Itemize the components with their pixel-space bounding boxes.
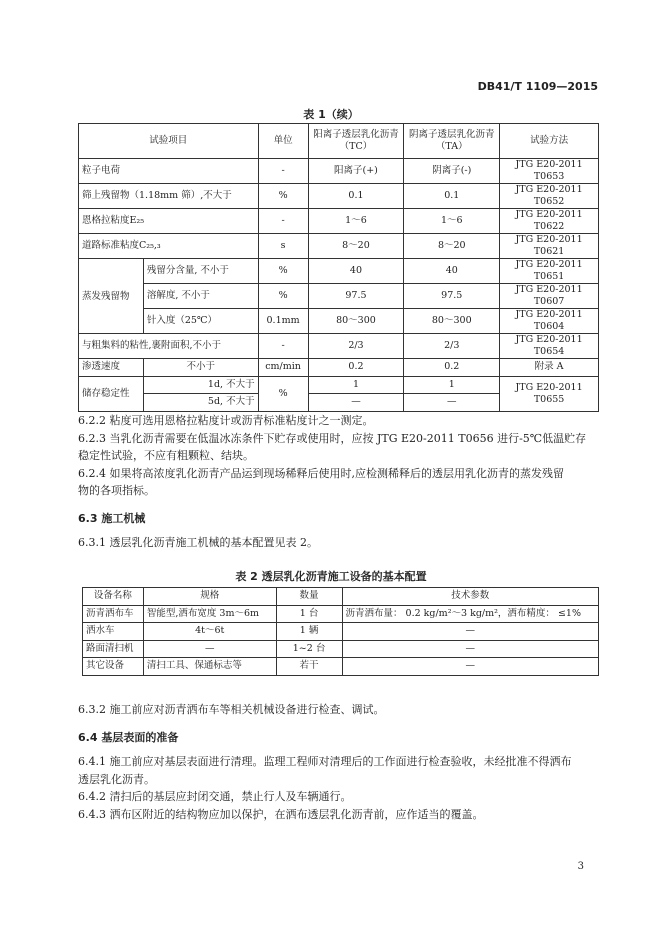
cell: 2/3	[308, 334, 404, 359]
header-ta: 阴离子透层乳化沥青（TA）	[404, 124, 500, 159]
cell: JTG E20-2011 T0621	[500, 234, 599, 259]
cell: 0.2	[404, 359, 500, 377]
cell: %	[258, 284, 308, 309]
table-row	[83, 658, 599, 676]
cell: 1 台	[276, 605, 342, 623]
cell: —	[342, 640, 599, 658]
table-row	[79, 334, 599, 359]
clause-6-4-3: 6.4.3 洒布区附近的结构物应加以保护，在洒布透层乳化沥青前，应作适当的覆盖。	[78, 808, 484, 821]
table-row	[79, 209, 599, 234]
cell: 40	[404, 259, 500, 284]
table-row	[83, 623, 599, 641]
cell: 沥青洒布量： 0.2 kg/m²～3 kg/m²，洒布精度： ≤1%	[342, 605, 599, 623]
group-label: 蒸发残留物	[79, 259, 144, 334]
cell: —	[143, 640, 276, 658]
clause-6-2-4-cont: 物的各项指标。	[78, 484, 155, 497]
table1-caption: 表 1（续）	[303, 108, 359, 121]
cell: —	[342, 658, 599, 676]
table-row	[79, 159, 599, 184]
row-label: 残留分含量, 不小于	[143, 259, 258, 284]
header-params: 技术参数	[342, 588, 599, 606]
cell: 0.1	[404, 184, 500, 209]
cell: JTG E20-2011 T0622	[500, 209, 599, 234]
cell: 0.1mm	[258, 309, 308, 334]
cell: 沥青洒布车	[83, 605, 144, 623]
cell: 清扫工具、保通标志等	[143, 658, 276, 676]
header-tc: 阳离子透层乳化沥青（TC）	[308, 124, 404, 159]
cell: JTG E20-2011 T0655	[500, 376, 599, 411]
row-label: 5d, 不大于	[143, 394, 258, 412]
cell: 4t～6t	[143, 623, 276, 641]
row-label: 1d, 不大于	[143, 376, 258, 394]
cell: JTG E20-2011 T0652	[500, 184, 599, 209]
cell: —	[308, 394, 404, 412]
cell: 1 辆	[276, 623, 342, 641]
cell: 40	[308, 259, 404, 284]
cell: 洒水车	[83, 623, 144, 641]
section-heading-6-4: 6.4 基层表面的准备	[78, 731, 179, 744]
cell: JTG E20-2011 T0654	[500, 334, 599, 359]
cell: 路面清扫机	[83, 640, 144, 658]
standard-code: DB41/T 1109—2015	[477, 80, 598, 93]
row-label: 粒子电荷	[79, 159, 259, 184]
cell: 阴离子(-)	[404, 159, 500, 184]
cell: 1~2 台	[276, 640, 342, 658]
cell: 0.1	[308, 184, 404, 209]
clause-6-2-4: 6.2.4 如果将高浓度乳化沥青产品运到现场稀释后使用时,应检测稀释后的透层用乳化沥青的蒸发残留	[78, 467, 564, 480]
row-label: 与粗集料的粘性,裹附面积,不小于	[79, 334, 259, 359]
row-label: 道路标准粘度C₂₅,₃	[79, 234, 259, 259]
cell: 阳离子(+)	[308, 159, 404, 184]
group-label: 储存稳定性	[79, 376, 144, 411]
row-label: 渗透速度	[79, 359, 144, 377]
cell: %	[258, 376, 308, 411]
clause-6-4-1: 6.4.1 施工前应对基层表面进行清理。监理工程师对清理后的工作面进行检查验收，未经批准不得洒布	[78, 755, 572, 768]
header-test-item: 试验项目	[79, 124, 259, 159]
cell: 80～300	[308, 309, 404, 334]
row-label: 针入度（25℃）	[143, 309, 258, 334]
table2-caption: 表 2 透层乳化沥青施工设备的基本配置	[235, 570, 427, 583]
cell: 80～300	[404, 309, 500, 334]
header-method: 试验方法	[500, 124, 599, 159]
cell: JTG E20-2011 T0604	[500, 309, 599, 334]
cell: %	[258, 184, 308, 209]
cell: 1～6	[404, 209, 500, 234]
cell: 智能型,洒布宽度 3m～6m	[143, 605, 276, 623]
clause-6-2-3: 6.2.3 当乳化沥青需要在低温冰冻条件下贮存或使用时，应按 JTG E20-2011 T0656 进行-5℃低温贮存	[78, 432, 587, 445]
cell: 8～20	[404, 234, 500, 259]
clause-6-3-1: 6.3.1 透层乳化沥青施工机械的基本配置见表 2。	[78, 536, 318, 549]
table-row	[79, 259, 599, 284]
cell: 8～20	[308, 234, 404, 259]
row-label: 筛上残留物（1.18mm 筛）,不大于	[79, 184, 259, 209]
clause-6-2-2: 6.2.2 粘度可选用恩格拉粘度计或沥青标准粘度计之一测定。	[78, 414, 374, 427]
cell: 0.2	[308, 359, 404, 377]
cell: -	[258, 209, 308, 234]
equipment-table	[82, 587, 599, 676]
cell: 其它设备	[83, 658, 144, 676]
clause-6-2-3-cont: 稳定性试验，不应有粗颗粒、结块。	[78, 449, 254, 462]
header-unit: 单位	[258, 124, 308, 159]
cell: JTG E20-2011 T0607	[500, 284, 599, 309]
header-spec: 规格	[143, 588, 276, 606]
cell: 97.5	[404, 284, 500, 309]
clause-6-4-2: 6.4.2 清扫后的基层应封闭交通，禁止行人及车辆通行。	[78, 790, 352, 803]
row-label: 溶解度, 不小于	[143, 284, 258, 309]
cell: cm/min	[258, 359, 308, 377]
table-row	[79, 234, 599, 259]
cell: 2/3	[404, 334, 500, 359]
test-items-table	[78, 123, 599, 412]
cell: 97.5	[308, 284, 404, 309]
table-row	[79, 184, 599, 209]
header-name: 设备名称	[83, 588, 144, 606]
cell: %	[258, 259, 308, 284]
table-row	[83, 605, 599, 623]
table-row	[83, 640, 599, 658]
table-header-row	[79, 124, 599, 159]
cell: 不小于	[143, 359, 258, 377]
cell: 附录 A	[500, 359, 599, 377]
section-heading-6-3: 6.3 施工机械	[78, 512, 146, 525]
table-row	[79, 309, 599, 334]
cell: 若干	[276, 658, 342, 676]
cell: —	[342, 623, 599, 641]
clause-6-3-2: 6.3.2 施工前应对沥青洒布车等相关机械设备进行检查、调试。	[78, 703, 385, 716]
table-row	[79, 284, 599, 309]
table-row	[79, 376, 599, 394]
cell: 1	[308, 376, 404, 394]
cell: 1～6	[308, 209, 404, 234]
cell: —	[404, 394, 500, 412]
cell: -	[258, 334, 308, 359]
clause-6-4-1-cont: 透层乳化沥青。	[78, 773, 155, 786]
table-row	[79, 359, 599, 377]
row-label: 恩格拉粘度E₂₅	[79, 209, 259, 234]
page-number: 3	[577, 861, 584, 872]
cell: -	[258, 159, 308, 184]
header-qty: 数量	[276, 588, 342, 606]
cell: 1	[404, 376, 500, 394]
cell: JTG E20-2011 T0651	[500, 259, 599, 284]
cell: JTG E20-2011 T0653	[500, 159, 599, 184]
table-header-row	[83, 588, 599, 606]
cell: s	[258, 234, 308, 259]
